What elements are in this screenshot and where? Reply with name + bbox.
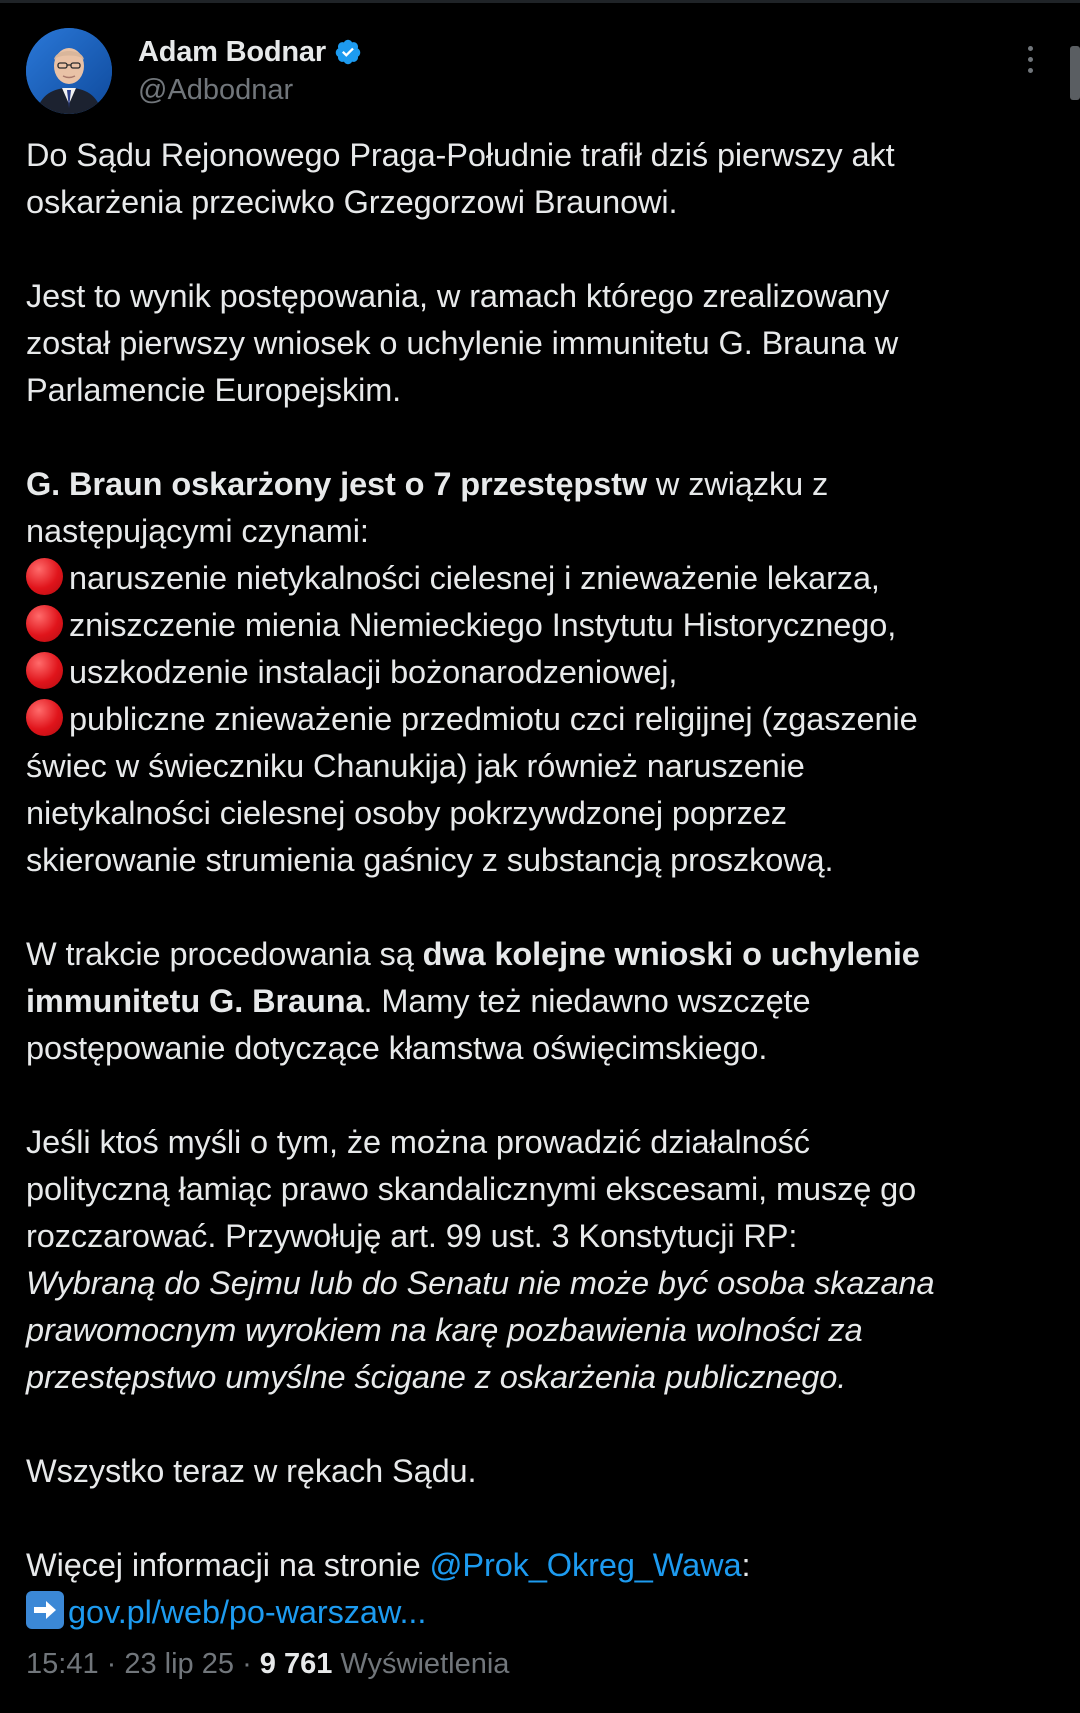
text-line: oskarżenia przeciwko Grzegorzowi Braunowi. [26, 184, 678, 220]
red-circle-icon [26, 652, 63, 689]
text-span: w związku z [647, 466, 829, 502]
bullet-item [26, 602, 1056, 649]
text-line: polityczną łamiąc prawo skandalicznymi ekscesami, muszę go [26, 1171, 917, 1207]
text-line: został pierwszy wniosek o uchylenie immunitetu G. Brauna w [26, 325, 899, 361]
text-line [26, 461, 1056, 508]
top-divider [0, 0, 1080, 3]
text-span: W trakcie procedowania są [26, 936, 423, 972]
text-line: Jeśli ktoś myśli o tym, że można prowadzić działalność [26, 1124, 810, 1160]
bold-text: immunitetu G. Brauna [26, 983, 364, 1019]
text-line: Jest to wynik postępowania, w ramach którego zrealizowany [26, 278, 890, 314]
text-line: skierowanie strumienia gaśnicy z substancją proszkową. [26, 842, 834, 878]
paragraph-6 [26, 1448, 1056, 1495]
bold-text: G. Braun oskarżony jest o 7 przestępstw [26, 466, 647, 502]
red-circle-icon [26, 699, 63, 736]
verified-badge-icon[interactable] [334, 38, 362, 66]
bullet-text: publiczne znieważenie przedmiotu czci religijnej (zgaszenie [69, 701, 918, 737]
bullet-item [26, 696, 1056, 743]
bold-text: dwa kolejne wnioski o uchylenie [422, 936, 920, 972]
text-line: rozczarować. Przywołuję art. 99 ust. 3 Konstytucji RP: [26, 1218, 798, 1254]
red-circle-icon [26, 605, 63, 642]
views-count[interactable]: 9 761 [259, 1648, 333, 1680]
handle[interactable]: @Adbodnar [138, 74, 294, 106]
separator: · [98, 1648, 125, 1680]
bullet-item [26, 649, 1056, 696]
author-block[interactable] [138, 32, 362, 107]
more-options-icon[interactable] [1024, 46, 1036, 80]
text-line: następującymi czynami: [26, 513, 369, 549]
avatar-photo-icon [26, 28, 112, 114]
text-line [26, 1589, 1056, 1636]
paragraph-3 [26, 461, 1056, 884]
post-metadata [26, 1648, 509, 1681]
text-span: : [741, 1547, 751, 1583]
bullet-text: uszkodzenie instalacji bożonarodzeniowej, [69, 654, 678, 690]
text-line: postępowanie dotyczące kłamstwa oświęcimskiego. [26, 1030, 768, 1066]
display-name[interactable]: Adam Bodnar [138, 35, 326, 68]
bullet-item [26, 555, 1056, 602]
paragraph-2 [26, 273, 1056, 414]
text-line: Wszystko teraz w rękach Sądu. [26, 1453, 477, 1489]
paragraph-5 [26, 1119, 1056, 1401]
text-line [26, 1542, 1056, 1589]
quote-line: Wybraną do Sejmu lub do Senatu nie może być osoba skazana [26, 1265, 935, 1301]
text-span: Więcej informacji na stronie [26, 1547, 430, 1583]
text-span: . Mamy też niedawno wszczęte [363, 983, 811, 1019]
external-link[interactable]: gov.pl/web/po-warszaw... [68, 1594, 427, 1630]
post-text [26, 132, 1056, 1636]
post-date[interactable]: 23 lip 25 [124, 1648, 235, 1680]
quote-line: prawomocnym wyrokiem na karę pozbawienia wolności za [26, 1312, 863, 1348]
paragraph-4 [26, 931, 1056, 1072]
text-line [26, 978, 1056, 1025]
text-line: nietykalności cielesnej osoby pokrzywdzonej poprzez [26, 795, 787, 831]
bullet-text: zniszczenie mienia Niemieckiego Instytutu Historycznego, [69, 607, 897, 643]
mention-link[interactable]: @Prok_Okreg_Wawa [429, 1547, 742, 1583]
red-circle-icon [26, 558, 63, 595]
quote-line: przestępstwo umyślne ścigane z oskarżenia publicznego. [26, 1359, 847, 1395]
paragraph-1 [26, 132, 1056, 226]
post-time[interactable]: 15:41 [26, 1648, 99, 1680]
bullet-text: naruszenie nietykalności cielesnej i znieważenie lekarza, [69, 560, 880, 596]
text-line [26, 931, 1056, 978]
right-arrow-icon [26, 1591, 64, 1629]
text-line: Parlamencie Europejskim. [26, 372, 402, 408]
paragraph-7 [26, 1542, 1056, 1636]
avatar[interactable] [26, 28, 112, 114]
scrollbar[interactable] [1070, 46, 1080, 100]
text-line: świec w świeczniku Chanukija) jak również naruszenie [26, 748, 805, 784]
text-line: Do Sądu Rejonowego Praga-Południe trafił dziś pierwszy akt [26, 137, 895, 173]
separator: · [234, 1648, 260, 1680]
views-label[interactable]: Wyświetlenia [332, 1648, 510, 1680]
post-header [26, 28, 1056, 116]
